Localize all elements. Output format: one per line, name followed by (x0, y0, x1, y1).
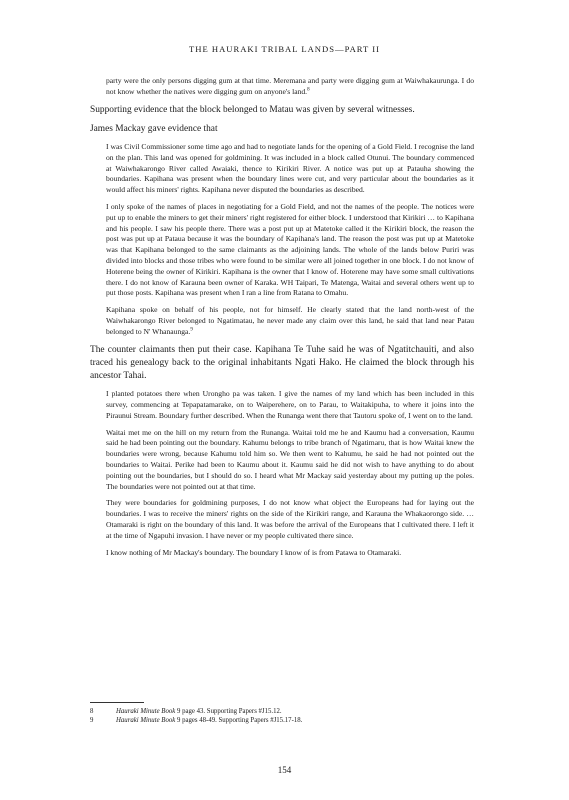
quote-paragraph: I was Civil Commissioner some time ago and had to negotiate lands for the opening of a Gold Field. I recognise the land on the plan. This land was opened for goldmining. It was included in a block called Otunui. The boundary commenced at Waiwhakarongo River called Awaiaki, thence to Kirikiri River. A notice was put up at Patauha showing the boundaries. Kapihana was present when the boundary lines were cut, and very particular about the boundaries as it would affect his miners' rights. Kapihana never disputed the boundaries as described. (106, 142, 474, 195)
footnotes (90, 707, 474, 725)
footnote-text: 9 page 43. Supporting Papers #J15.12. (175, 708, 282, 715)
footnote-marker[interactable]: 8 (307, 87, 310, 93)
quote-paragraph: I only spoke of the names of places in negotiating for a Gold Field, and not the names of the people. The notices were put up to enable the miners to get their miners' right registered for either block. I understood that Kirikiri … to Kapihana and his people. I saw his people there. There was a post put up at Matetoke called it the Kirikiri block, the reason the post was put up at Pataua because it was the boundary of Kapihana's land. The reason the post was put up at Matetoke was that Kapihana belonged to the same claimants as the adjoining lands. The whole of the lands below Puriri was divided into blocks and those tribes who were found to be similar were all joined together in one block. I do not know of Hoterene being the owner of Kirikiri. Kapihana is the owner that I know of. Hoterene may have some small cultivations there. I do not know of Karauna been owner of Karaka. WH Taipari, Te Matenga, Waitai and several others went up to put those posts. Kapihana was present when I ran a line from Ratana to Omahu. (106, 201, 474, 298)
quote-paragraph (106, 305, 474, 337)
footnote-number: 8 (90, 708, 94, 715)
footnote (90, 716, 474, 725)
page-number: 154 (277, 765, 292, 775)
paragraph-text: party were the only persons digging gum at that time. Meremana and party were digging gum at Waiwhakaurunga. I do not know whether the natives were digging gum on anyone's land. (106, 76, 474, 96)
footnote-number: 9 (90, 717, 94, 724)
body-paragraph: Supporting evidence that the block belonged to Matau was given by several witnesses. (90, 104, 415, 115)
footnote (90, 707, 474, 716)
running-header: THE HAURAKI TRIBAL LANDS—PART II (189, 44, 380, 54)
footnote-divider (90, 702, 144, 703)
quote-paragraph: I planted potatoes there when Urongho pa was taken. I give the names of my land which has been included in this survey, commencing at Tepapatamarake, on to Waiperehere, on to Parau, to Waitakipuha, to where it joins into the Piraunui Stream. Boundary further described. When the Runanga went there that Tautoru spoke of, I went on to the land. (106, 389, 474, 420)
quote-paragraph: They were boundaries for goldmining purposes, I do not know what object the Europeans had for laying out the boundaries. I was to receive the miners' rights on the side of the Kirikiri range, and Karauna the Whakaorongo side. … Otamaraki is right on the boundary of this land. It was before the arrival of the Europeans that I cultivated there. I left it at the time of Ngapuhi invasion. I have never or my people cultivated there since. (106, 498, 474, 540)
footnote-source: Hauraki Minute Book (116, 708, 176, 715)
footnote-marker[interactable]: 9 (190, 327, 193, 333)
quote-paragraph: Waitai met me on the hill on my return from the Runanga. Waitai told me he and Kaumu had a conversation, Kaumu said he had been pointing out the boundary. Kahumu belongs to tribe branch of Ngatimaru, that is how Waitai knew the boundaries were wrong, because Kahumu told him so. We then went to Kahumu, he said he had not pointed out the boundaries to Waitai. Perike had been to Kaumu about it. Kaumu said he did not wish to have anything to do about pointing out the boundaries, but I should do so. I heard what Mr Mackay said yesterday about my putting up the poles. The boundaries were not pointed out at that time. (106, 427, 474, 491)
footnote-source: Hauraki Minute Book (116, 717, 176, 724)
body-paragraph: The counter claimants then put their case. Kapihana Te Tuhe said he was of Ngatitchauiti, and also traced his genealogy back to the original inhabitants Ngati Hako. He claimed the block through his ancestor Tahai. (90, 344, 474, 381)
footnote-text: 9 pages 48-49. Supporting Papers #J15.17-18. (175, 717, 303, 724)
quote-paragraph: I know nothing of Mr Mackay's boundary. The boundary I know of is from Patawa to Otamaraki. (106, 547, 402, 557)
quote-paragraph (106, 76, 474, 98)
main-text (90, 76, 474, 558)
paragraph-text: Kapihana spoke on behalf of his people, not for himself. He clearly stated that the land north-west of the Waiwhakarongo River belonged to Ngatimatau, he never made any claim over this land, he said that land near Patau belonged to N' Whanaunga. (106, 305, 474, 336)
body-paragraph: James Mackay gave evidence that (90, 123, 218, 134)
